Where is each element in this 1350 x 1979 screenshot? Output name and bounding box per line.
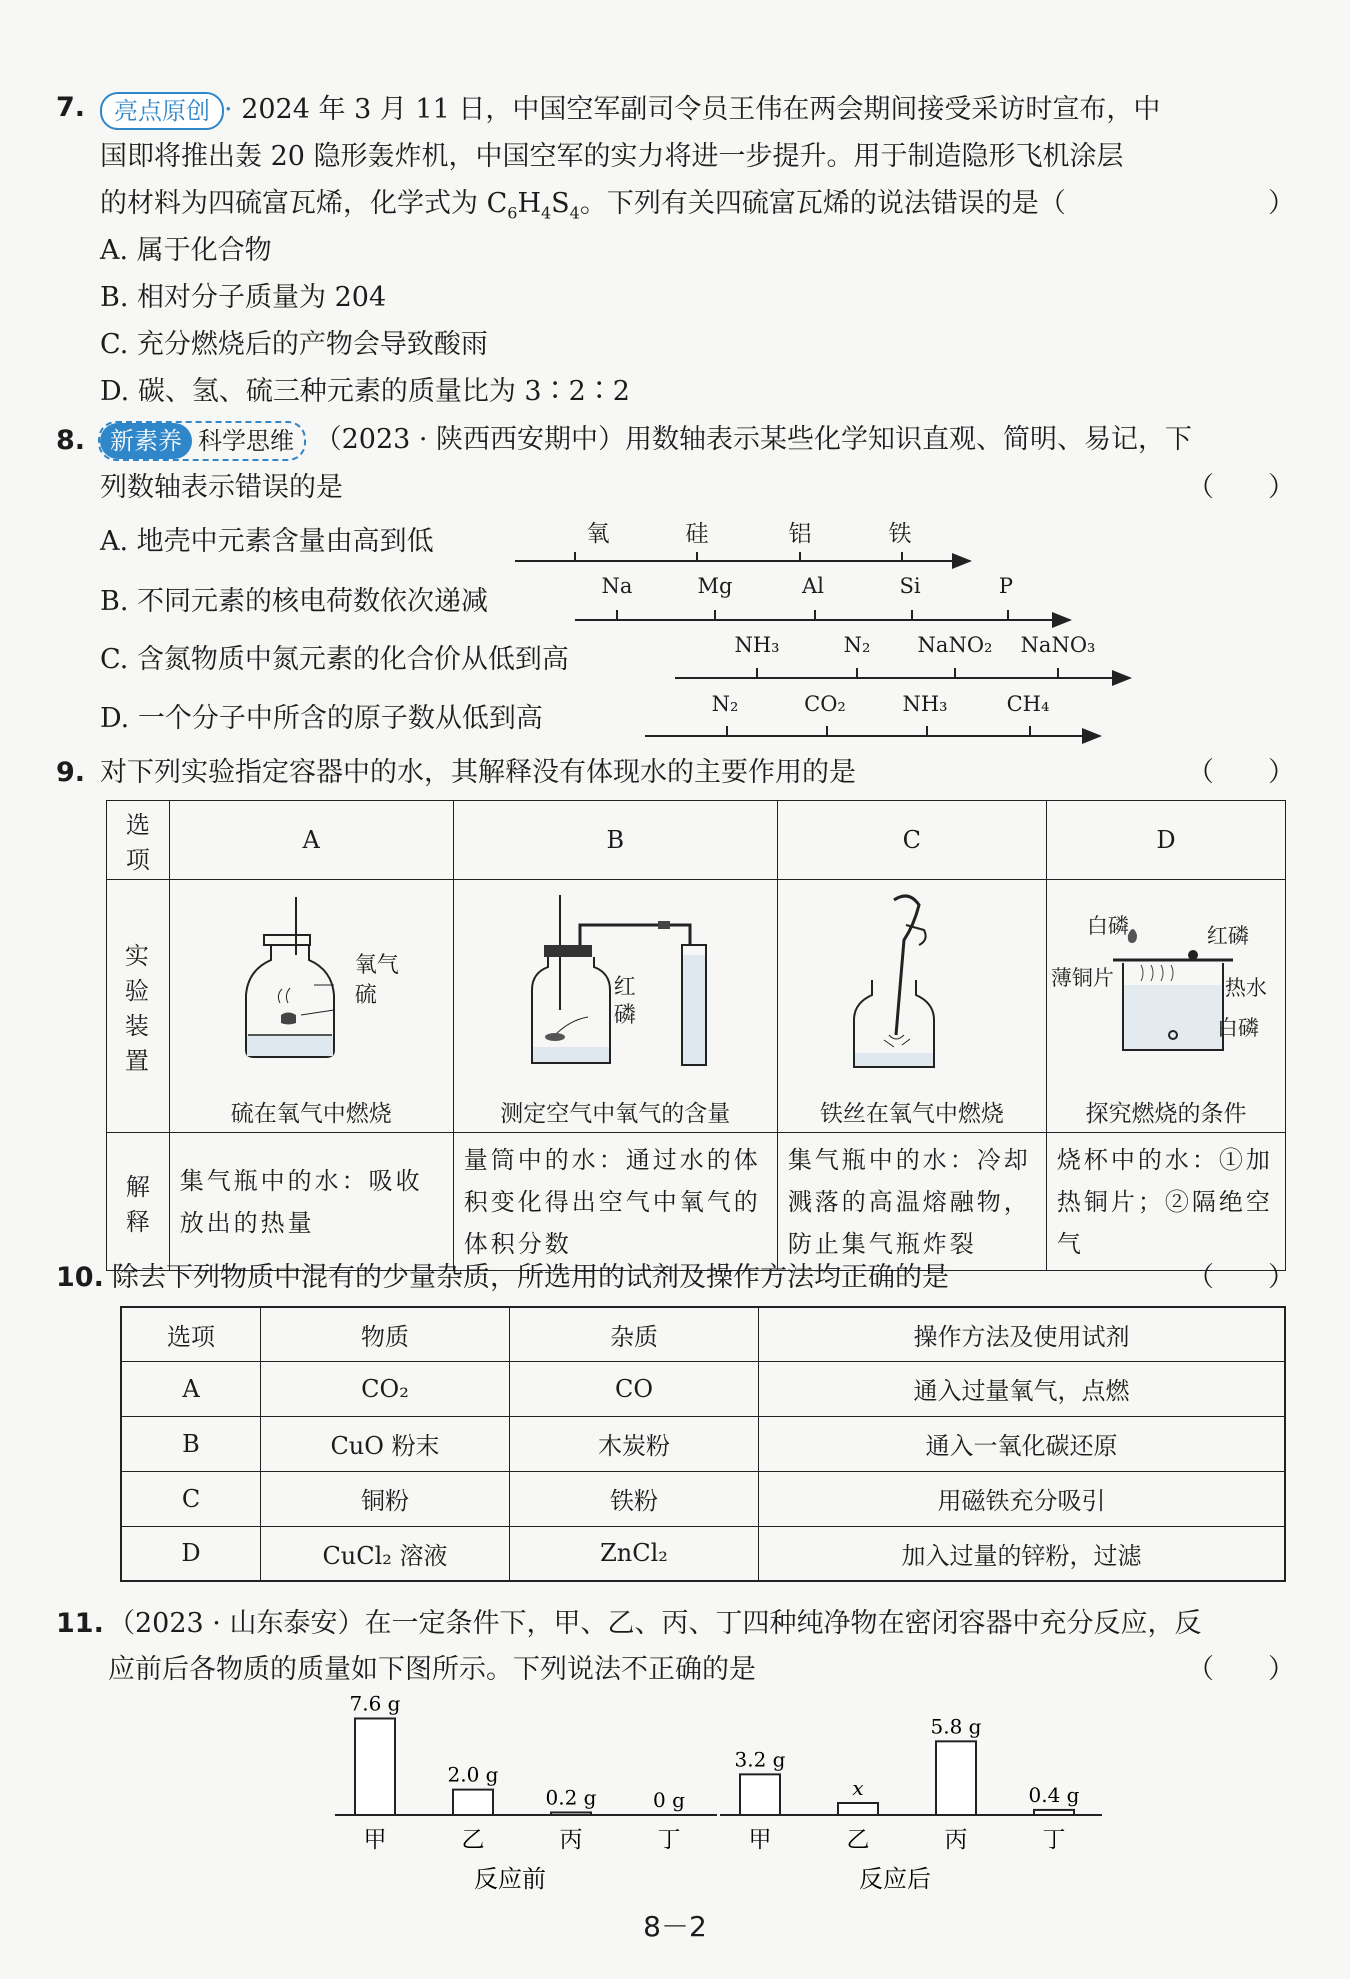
q8-number-lines xyxy=(0,0,1350,760)
table-cell: CO xyxy=(510,1361,759,1416)
q7-line2: 国即将推出轰 20 隐形轰炸机，中国空军的实力将进一步提升。用于制造隐形飞机涂层 xyxy=(100,141,1124,172)
table-cell: 用磁铁充分吸引 xyxy=(759,1471,1286,1526)
table-cell: B xyxy=(121,1416,261,1471)
q8-line2: 列数轴表示错误的是 xyxy=(100,472,343,503)
q10-header-cell: 选项 xyxy=(121,1307,261,1361)
table-cell: C xyxy=(121,1471,261,1526)
data-label: x xyxy=(852,1776,864,1800)
q7-option-a: A. 属于化合物 xyxy=(100,235,272,266)
table-cell: ZnCl₂ xyxy=(510,1526,759,1581)
q9-number: 9. xyxy=(56,757,86,788)
table-cell: 通入过量氧气，点燃 xyxy=(759,1361,1286,1416)
q9-header-cell: B xyxy=(453,801,777,880)
q10-header-cell: 杂质 xyxy=(510,1307,759,1361)
caption-c: 铁丝在氧气中燃烧 xyxy=(819,1100,1004,1127)
label-red-phosphorus: 红磷 xyxy=(1206,924,1249,948)
table-cell: A xyxy=(121,1361,261,1416)
label-white-phosphorus: 白磷 xyxy=(1086,914,1129,938)
category-label: 丙 xyxy=(944,1827,968,1853)
table-cell: CuCl₂ 溶液 xyxy=(261,1526,510,1581)
q9-header-cell: D xyxy=(1046,801,1285,880)
q7-line3-part: 。下列有关四硫富瓦烯的说法错误的是（ xyxy=(579,188,1066,219)
table-row xyxy=(121,1471,1285,1526)
q9-row-label: 实验装置 xyxy=(107,880,170,1133)
axis-b-label: Si xyxy=(899,574,921,598)
q8-option-c: C. 含氮物质中氮元素的化合价从低到高 xyxy=(100,644,569,675)
q9-fig-a-cell xyxy=(169,880,453,1133)
q8-badge-main: 新素养 xyxy=(100,423,192,459)
chart-title: 反应前 xyxy=(474,1865,546,1893)
caption-a: 硫在氧气中燃烧 xyxy=(230,1100,392,1127)
q10-text: 除去下列物质中混有的少量杂质，所选用的试剂及操作方法均正确的是 xyxy=(112,1262,949,1293)
apparatus-a-image xyxy=(176,885,446,1085)
caption-b: 测定空气中氧气的含量 xyxy=(500,1100,731,1127)
q7-option-b: B. 相对分子质量为 204 xyxy=(100,282,387,313)
data-label: 3.2 g xyxy=(734,1747,786,1772)
q9-header-cell: 选项 xyxy=(107,801,170,880)
chart-bar xyxy=(838,1803,878,1815)
q9-table xyxy=(106,800,1286,1271)
q7-text1: 2024 年 3 月 11 日，中国空军副司令员王伟在两会期间接受采访时宣布，中 xyxy=(241,94,1161,125)
category-label: 乙 xyxy=(461,1827,485,1853)
q7-line3-part: 的材料为四硫富瓦烯，化学式为 C xyxy=(100,188,508,219)
axis-c-label: NaNO₂ xyxy=(917,633,993,657)
axis-c-label: N₂ xyxy=(843,633,871,657)
chart-bar xyxy=(1034,1810,1074,1815)
label-phosphorus: 磷 xyxy=(613,1003,636,1028)
table-cell: 铜粉 xyxy=(261,1471,510,1526)
table-cell: D xyxy=(121,1526,261,1581)
q7-line3-part: H xyxy=(517,188,541,219)
table-cell: CO₂ xyxy=(261,1361,510,1416)
q10-paren: （ ） xyxy=(1187,1262,1295,1293)
q7-line3-part: S xyxy=(551,188,570,219)
chart-bar xyxy=(936,1741,976,1815)
axis-a-label: 铁 xyxy=(888,521,912,547)
q11-line2: 应前后各物质的质量如下图所示。下列说法不正确的是 xyxy=(108,1654,756,1685)
q7-paren: ） xyxy=(1268,188,1295,219)
q9-fig-d-cell xyxy=(1046,880,1285,1133)
axis-b-label: Na xyxy=(601,574,633,598)
table-cell: 铁粉 xyxy=(510,1471,759,1526)
q9-fig-b-cell xyxy=(453,880,777,1133)
q9-explain-b: 量筒中的水：通过水的体积变化得出空气中氧气的体积分数 xyxy=(453,1133,777,1271)
data-label: 7.6 g xyxy=(349,1691,401,1716)
category-label: 甲 xyxy=(748,1827,772,1853)
label-oxygen: 氧气 xyxy=(354,953,399,978)
label-sulfur: 硫 xyxy=(354,983,377,1008)
subscript: 4 xyxy=(540,203,552,223)
data-label: 5.8 g xyxy=(930,1714,982,1739)
q9-header-cell: A xyxy=(169,801,453,880)
q9-row-label: 解释 xyxy=(107,1133,170,1271)
axis-b-label: P xyxy=(998,574,1014,598)
chart-bar xyxy=(740,1774,780,1815)
q7-option-d: D. 碳、氢、硫三种元素的质量比为 3∶2∶2 xyxy=(100,376,630,407)
chart-title: 反应后 xyxy=(859,1865,931,1893)
subscript: 6 xyxy=(507,203,518,223)
q10-header-cell: 操作方法及使用试剂 xyxy=(759,1307,1286,1361)
category-label: 丁 xyxy=(1042,1827,1066,1853)
label-red: 红 xyxy=(613,975,636,1000)
q8-paren: （ ） xyxy=(1187,472,1295,503)
label-white-phosphorus-2: 白磷 xyxy=(1216,1016,1259,1040)
q7-line1: 亮点原创 · 2024 年 3 月 11 日，中国空军副司令员王伟在两会期间接受采访时宣布，中 xyxy=(100,88,1160,132)
axis-c-label: NaNO₃ xyxy=(1020,633,1096,657)
q9-explain-c: 集气瓶中的水：冷却溅落的高温熔融物，防止集气瓶炸裂 xyxy=(777,1133,1046,1271)
axis-c-label: NH₃ xyxy=(734,633,780,657)
q11-paren: （ ） xyxy=(1187,1654,1295,1685)
table-cell: 加入过量的锌粉，过滤 xyxy=(759,1526,1286,1581)
axis-b-label: Al xyxy=(802,574,824,598)
page-number: 8－2 xyxy=(643,1910,707,1943)
q11-bar-charts xyxy=(0,1690,1350,1900)
data-label: 0.2 g xyxy=(545,1785,597,1810)
q8-number: 8. xyxy=(56,425,86,456)
axis-a-label: 铝 xyxy=(788,521,812,547)
chart-bar xyxy=(551,1812,591,1815)
apparatus-c-image xyxy=(784,885,1039,1085)
q11-number: 11. xyxy=(56,1608,104,1639)
chart-bar xyxy=(453,1790,493,1815)
axis-d-label: CH₄ xyxy=(1006,692,1050,716)
data-label: 0.4 g xyxy=(1028,1782,1080,1807)
subscript: 4 xyxy=(569,203,580,223)
q8-badge-sub: 科学思维 xyxy=(198,426,294,455)
axis-a-label: 硅 xyxy=(685,521,709,547)
axis-d-label: CO₂ xyxy=(804,692,846,716)
table-row xyxy=(121,1526,1285,1581)
q7-option-c: C. 充分燃烧后的产物会导致酸雨 xyxy=(100,329,488,360)
table-row xyxy=(121,1416,1285,1471)
q10-number: 10. xyxy=(56,1262,104,1293)
q9-paren: （ ） xyxy=(1187,757,1295,788)
chart-bar xyxy=(355,1718,395,1815)
caption-d: 探究燃烧的条件 xyxy=(1085,1100,1247,1127)
axis-d-label: N₂ xyxy=(711,692,739,716)
q8-option-d: D. 一个分子中所含的原子数从低到高 xyxy=(100,703,543,734)
q9-text: 对下列实验指定容器中的水，其解释没有体现水的主要作用的是 xyxy=(100,757,856,788)
q10-table xyxy=(120,1306,1286,1582)
q11-line1: （2023 · 山东泰安）在一定条件下，甲、乙、丙、丁四种纯净物在密闭容器中充分反应，反 xyxy=(108,1608,1202,1639)
q10-header-cell: 物质 xyxy=(261,1307,510,1361)
category-label: 甲 xyxy=(363,1827,387,1853)
q9-fig-c-cell xyxy=(777,880,1046,1133)
data-label: 2.0 g xyxy=(447,1762,499,1787)
axis-d-label: NH₃ xyxy=(902,692,948,716)
category-label: 乙 xyxy=(846,1827,870,1853)
q8-text1: （2023 · 陕西西安期中）用数轴表示某些化学知识直观、简明、易记，下 xyxy=(314,424,1193,455)
table-cell: CuO 粉末 xyxy=(261,1416,510,1471)
q7-number: 7. xyxy=(56,92,86,123)
q8-option-a: A. 地壳中元素含量由高到低 xyxy=(100,526,434,557)
label-hot-water: 热水 xyxy=(1224,976,1267,1000)
q9-explain-a: 集气瓶中的水：吸收放出的热量 xyxy=(169,1133,453,1271)
axis-a-label: 氧 xyxy=(586,521,610,547)
category-label: 丙 xyxy=(559,1827,583,1853)
data-label: 0 g xyxy=(653,1788,685,1812)
category-label: 丁 xyxy=(657,1827,681,1853)
q7-badge: 亮点原创 xyxy=(100,92,224,130)
table-cell: 通入一氧化碳还原 xyxy=(759,1416,1286,1471)
label-copper-sheet: 薄铜片 xyxy=(1050,966,1114,990)
table-cell: 木炭粉 xyxy=(510,1416,759,1471)
q9-header-cell: C xyxy=(777,801,1046,880)
axis-b-label: Mg xyxy=(697,574,733,598)
q9-explain-d: 烧杯中的水：①加热铜片；②隔绝空气 xyxy=(1046,1133,1285,1271)
q8-option-b: B. 不同元素的核电荷数依次递减 xyxy=(100,586,489,617)
table-row xyxy=(121,1361,1285,1416)
